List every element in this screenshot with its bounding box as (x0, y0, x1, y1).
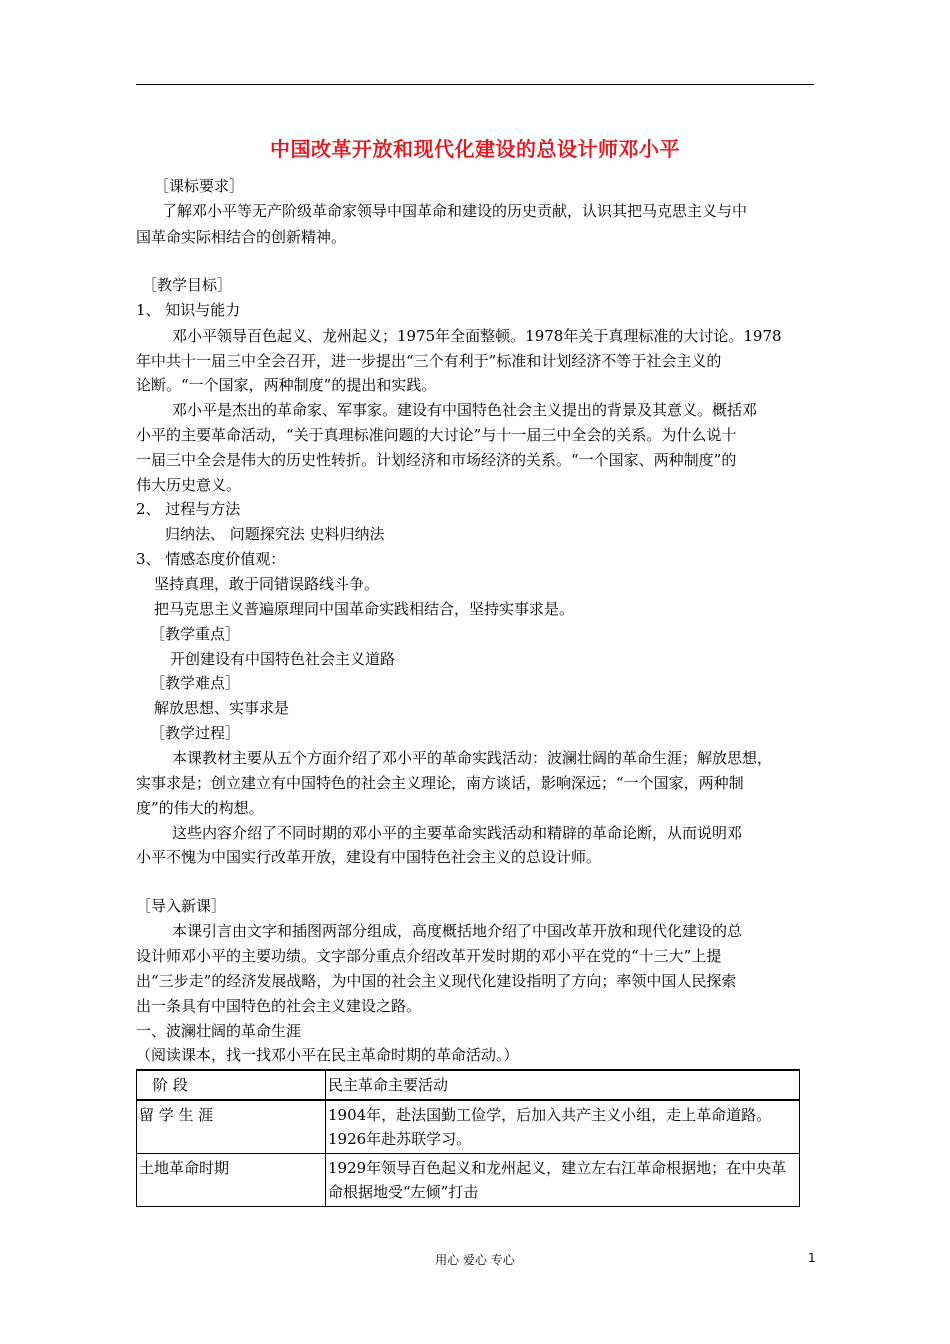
document-title: 中国改革开放和现代化建设的总设计师邓小平 (270, 137, 680, 161)
paragraph-line: 出“三步走”的经济发展战略，为中国的社会主义现代化建设指明了方向；率领中国人民探索 (136, 972, 737, 990)
section-heading: ［导入新课］ (136, 897, 227, 915)
table-cell: 留 学 生 涯 (137, 1100, 326, 1154)
table-header-row (137, 1070, 800, 1100)
section-heading: ［教学目标］ (142, 276, 233, 294)
paragraph-line: 论断。“一个国家，两种制度”的提出和实践。 (136, 376, 437, 394)
paragraph-line: 实事求是；创立建立有中国特色的社会主义理论，南方谈话，影响深远；“一个国家，两种制 (136, 774, 744, 792)
paragraph-line: 把马克思主义普遍原理同中国革命实践相结合，坚持实事求是。 (154, 600, 575, 618)
paragraph-line: 本课引言由文字和插图两部分组成，高度概括地介绍了中国改革开放和现代化建设的总 (172, 922, 743, 940)
page-number: 1 (808, 1251, 816, 1265)
paragraph-line: 解放思想、实事求是 (154, 699, 290, 717)
paragraph-line: 开创建设有中国特色社会主义道路 (170, 650, 396, 668)
paragraph-line: 归纳法、 问题探究法 史料归纳法 (165, 525, 385, 543)
numbered-heading: 3、 情感态度价值观： (136, 550, 286, 568)
paragraph-line: 坚持真理，敢于同错误路线斗争。 (154, 575, 380, 593)
section-heading: ［教学过程］ (150, 724, 241, 742)
paragraph-line: 年中共十一届三中全会召开，进一步提出“三个有利于”标准和计划经济不等于社会主义的 (136, 352, 722, 370)
section-heading: ［课标要求］ (154, 177, 245, 195)
paragraph-line: （阅读课本，找一找邓小平在民主革命时期的革命活动。） (136, 1046, 519, 1064)
paragraph-line: 了解邓小平等无产阶级革命家领导中国革命和建设的历史贡献，认识其把马克思主义与中 (162, 202, 748, 220)
paragraph-line: 一届三中全会是伟大的历史性转折。计划经济和市场经济的关系。“一个国家、两种制度”的 (136, 451, 737, 469)
table-cell: 1929年领导百色起义和龙州起义，建立左右江革命根据地；在中央革命根据地受“左倾”打击 (326, 1154, 800, 1207)
table-cell: 1904年，赴法国勤工俭学，后加入共产主义小组，走上革命道路。1926年赴苏联学习。 (326, 1100, 800, 1154)
section-heading: ［教学难点］ (150, 674, 241, 692)
paragraph-line: 本课教材主要从五个方面介绍了邓小平的革命实践活动：波澜壮阔的革命生涯；解放思想， (172, 749, 773, 767)
paragraph-line: 小平的主要革命活动，“关于真理标准问题的大讨论”与十一届三中全会的关系。为什么说十 (136, 426, 737, 444)
table-header-cell: 阶 段 (137, 1070, 326, 1100)
table-header-cell: 民主革命主要活动 (326, 1070, 800, 1100)
paragraph-line: 度”的伟大的构想。 (136, 799, 264, 817)
revolution-activities-table (136, 1069, 800, 1207)
section-heading: ［教学重点］ (150, 625, 241, 643)
paragraph-line: 国革命实际相结合的创新精神。 (136, 228, 347, 246)
paragraph-line: 出一条具有中国特色的社会主义建设之路。 (136, 997, 422, 1015)
paragraph-line: 邓小平是杰出的革命家、军事家。建设有中国特色社会主义提出的背景及其意义。概括邓 (172, 401, 758, 419)
section-heading: 一、波澜壮阔的革命生涯 (136, 1022, 302, 1040)
table-cell: 土地革命时期 (137, 1154, 326, 1207)
footer-text: 用心 爱心 专心 (435, 1253, 515, 1267)
paragraph-line: 伟大历史意义。 (136, 476, 242, 494)
paragraph-line: 这些内容介绍了不同时期的邓小平的主要革命实践活动和精辟的革命论断，从而说明邓 (172, 824, 743, 842)
table-row (137, 1100, 800, 1154)
paragraph-line: 小平不愧为中国实行改革开放，建设有中国特色社会主义的总设计师。 (136, 848, 602, 866)
paragraph-line: 邓小平领导百色起义、龙州起义；1975年全面整顿。1978年关于真理标准的大讨论。1978 (172, 327, 782, 345)
table-row (137, 1154, 800, 1207)
numbered-heading: 2、 过程与方法 (136, 500, 241, 518)
paragraph-line: 设计师邓小平的主要功绩。文字部分重点介绍改革开发时期的邓小平在党的“十三大”上提 (136, 947, 722, 965)
header-rule (136, 84, 814, 85)
numbered-heading: 1、 知识与能力 (136, 301, 241, 319)
